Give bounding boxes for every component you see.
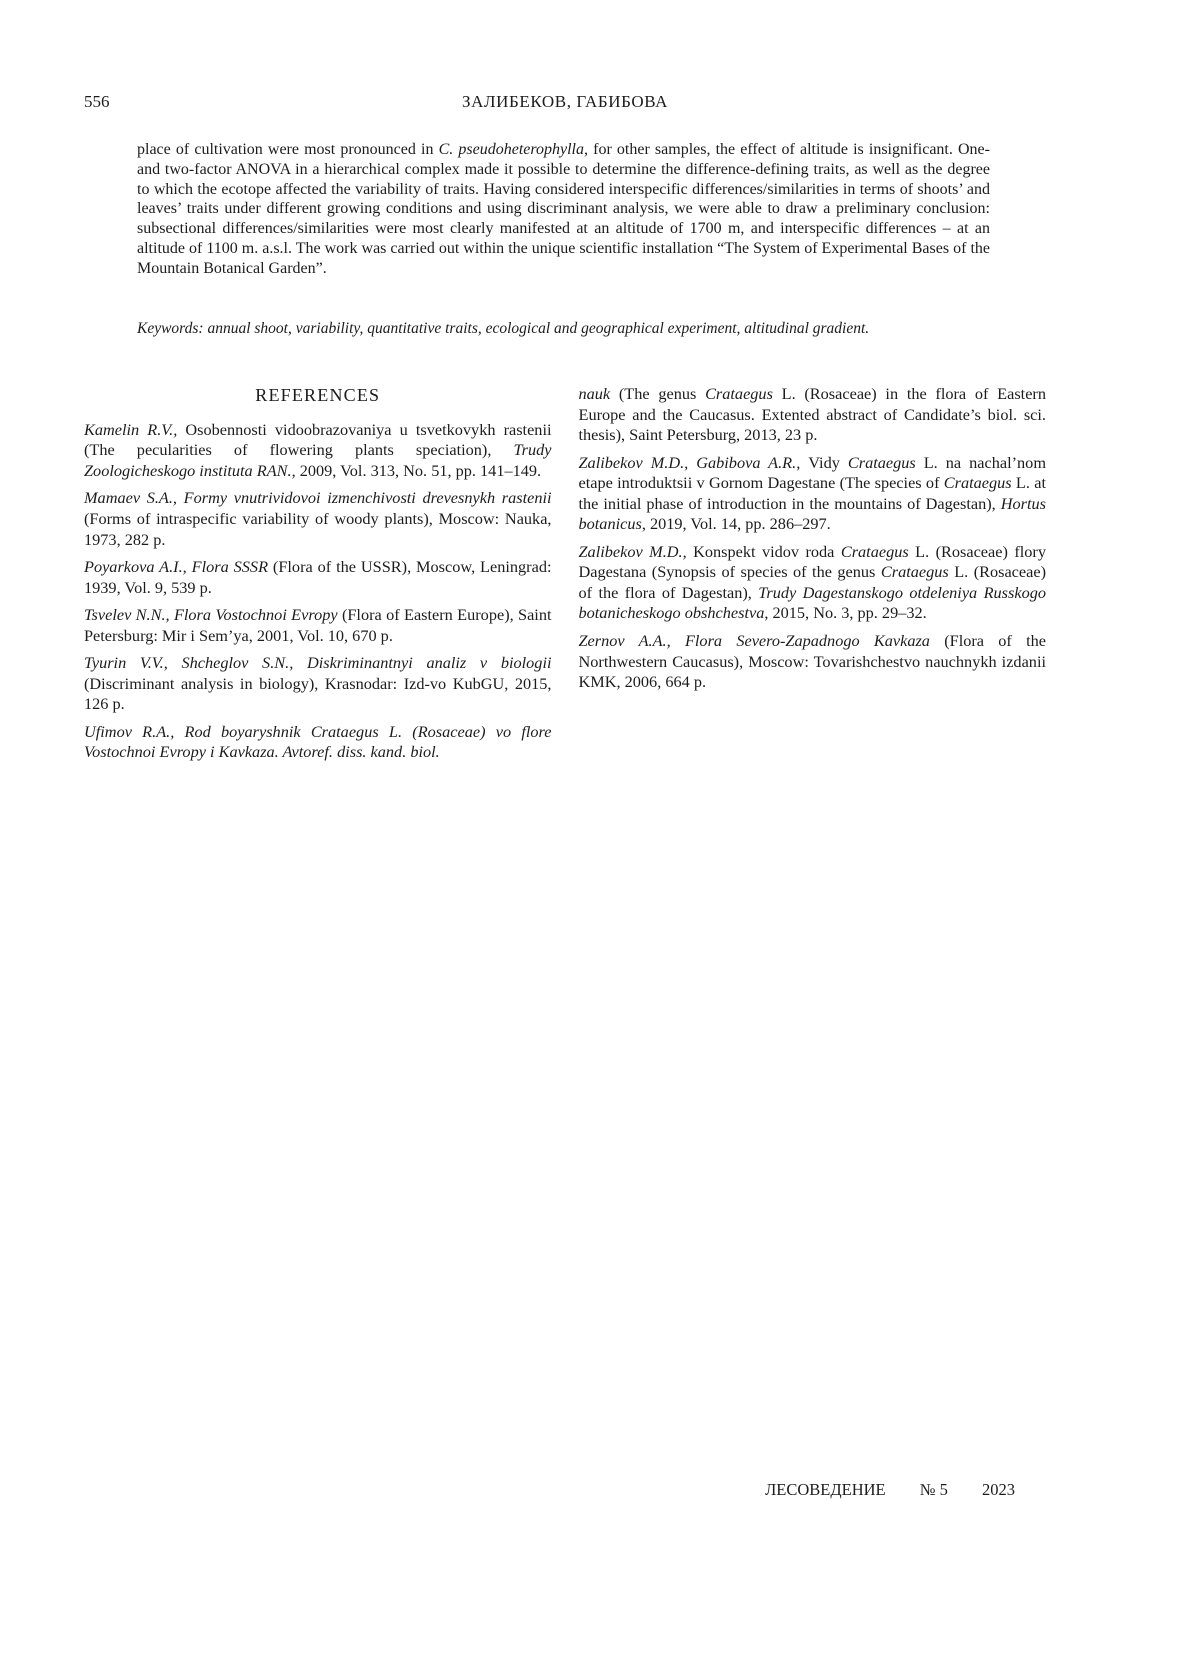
reference-item bbox=[579, 453, 1047, 535]
references-right-column bbox=[579, 384, 1047, 770]
text-run: L. (Rosaceae) flory Dagestana (Synopsis of species of the genus bbox=[578, 541, 1046, 582]
text-run: , 2015, No. 3, pp. 29–32. bbox=[764, 603, 927, 623]
italic-text-run: Zernov A.A., bbox=[578, 631, 685, 651]
page-footer bbox=[84, 1480, 1046, 1500]
text-run: Osobennosti vidoobrazovaniya u tsvetkovykh rastenii (The pecularities of flowering plants speciation), bbox=[84, 419, 552, 460]
reference-item bbox=[84, 653, 552, 715]
page-number: 556 bbox=[84, 92, 110, 111]
text-run: (Flora of the Northwestern Caucasus), Moscow: Tovarishchestvo nauchnykh izdanii KMK, 2006, 664 p. bbox=[578, 631, 1046, 692]
italic-text-run: Tsvelev N.N., bbox=[84, 605, 174, 625]
italic-text-run: Zalibekov M.D., bbox=[578, 541, 694, 561]
text-run: (Discriminant analysis in biology), Krasnodar: Izd-vo KubGU, 2015, 126 p. bbox=[84, 673, 552, 714]
italic-text-run: Kamelin R.V., bbox=[84, 419, 186, 439]
reference-item bbox=[84, 420, 552, 482]
reference-item bbox=[579, 631, 1047, 693]
text-run: L. (Rosaceae) in the flora of Eastern Europe and the Caucasus. Extented abstract of Candidate’s biol. sci. thesis), Saint Petersburg, 2013, 23 p. bbox=[578, 384, 1046, 445]
reference-item bbox=[579, 542, 1047, 624]
text-run: (Flora of the USSR), Moscow, Leningrad: 1939, Vol. 9, 539 p. bbox=[84, 557, 552, 597]
italic-text-run: Hortus botanicus bbox=[578, 493, 1046, 534]
text-run: L. na nachal’nom etape introduktsii v Gornom Dagestane (The species of bbox=[578, 452, 1046, 493]
italic-text-run: Rod boyaryshnik Crataegus L. (Rosaceae) vo flore Vostochnoi Evropy i Kavkaza. Avtoref. diss. kand. biol. bbox=[84, 721, 552, 762]
italic-text-run: Crataegus bbox=[847, 452, 916, 472]
footer-year: 2023 bbox=[982, 1480, 1015, 1499]
references-heading: REFERENCES bbox=[255, 385, 381, 406]
text-run: L. at the initial phase of introduction in the mountains of Dagestan), bbox=[578, 473, 1046, 513]
references-right-list bbox=[579, 384, 1047, 692]
page-content bbox=[0, 0, 1200, 770]
italic-text-run: Poyarkova A.I., bbox=[84, 557, 192, 577]
italic-text-run: Flora SSSR bbox=[191, 557, 269, 577]
italic-text-run: Ufimov R.A., bbox=[84, 721, 185, 741]
text-run: L. (Rosaceae) of the flora of Dagestan), bbox=[578, 562, 1047, 602]
footer-issue-number: № 5 bbox=[919, 1480, 948, 1499]
italic-text-run: nauk bbox=[578, 384, 611, 404]
italic-text-run: C. pseudoheterophylla bbox=[438, 141, 584, 158]
italic-text-run: Crataegus bbox=[705, 384, 773, 404]
running-title: ЗАЛИБЕКОВ, ГАБИБОВА bbox=[462, 92, 668, 111]
text-run: Konspekt vidov roda bbox=[693, 541, 841, 561]
references-left-column bbox=[84, 384, 552, 770]
references-section bbox=[84, 384, 1046, 770]
text-run: Vidy bbox=[808, 452, 848, 472]
keywords-line: Keywords: annual shoot, variability, quantitative traits, ecological and geographical experiment, altitudinal gradient. bbox=[137, 319, 870, 337]
footer-journal-name: ЛЕСОВЕДЕНИЕ bbox=[765, 1480, 886, 1499]
text-run: (The genus bbox=[610, 384, 706, 404]
reference-item bbox=[84, 557, 552, 598]
references-left-list bbox=[84, 420, 552, 763]
reference-item bbox=[579, 384, 1047, 446]
text-run: place of cultivation were most pronounced in bbox=[137, 141, 439, 158]
text-run: , for other samples, the effect of altitude is insignificant. One- and two-factor ANOVA in a hierarchical complex made it possible to determine the difference-defining traits, as well as the degree to which the ecotope affected the variability of traits. Having considered interspecific differences/similarities in terms of shoots’ and leaves’ traits under different growing conditions and using discriminant analysis, we were able to draw a preliminary conclusion: subsectional differences/similarities were most clearly manifested at an altitude of 1700 m, and interspecific differences – at an altitude of 1100 m. a.s.l. The work was carried out within the unique scientific installation “The System of Experimental Bases of the Mountain Botanical Garden”. bbox=[137, 141, 990, 277]
text-run: , 2009, Vol. 313, No. 51, pp. 141–149. bbox=[291, 460, 542, 480]
italic-text-run: Crataegus bbox=[943, 473, 1012, 493]
reference-item bbox=[84, 488, 552, 550]
text-run: (Forms of intraspecific variability of woody plants), Moscow: Nauka, 1973, 282 p. bbox=[84, 508, 552, 549]
reference-item bbox=[84, 605, 552, 646]
italic-text-run: Trudy Zoologicheskogo instituta RAN. bbox=[84, 440, 552, 480]
italic-text-run: Flora Severo-Zapadnogo Kavkaza bbox=[684, 631, 930, 651]
italic-text-run: Flora Vostochnoi Evropy bbox=[173, 605, 338, 625]
italic-text-run: Trudy Dagestanskogo otdeleniya Russkogo botanicheskogo obshchestva bbox=[578, 582, 1046, 623]
reference-item bbox=[84, 722, 552, 763]
abstract-paragraph bbox=[137, 140, 990, 279]
page-header bbox=[84, 92, 1046, 114]
italic-text-run: Tyurin V.V., Shcheglov S.N., bbox=[84, 653, 307, 673]
italic-text-run: Zalibekov M.D., Gabibova A.R., bbox=[578, 452, 809, 472]
text-run: (Flora of Eastern Europe), Saint Petersburg: Mir i Sem’ya, 2001, Vol. 10, 670 p. bbox=[84, 605, 552, 645]
text-run: , 2019, Vol. 14, pp. 286–297. bbox=[641, 514, 831, 534]
italic-text-run: Crataegus bbox=[840, 541, 909, 561]
italic-text-run: Diskriminantnyi analiz v biologii bbox=[306, 653, 552, 673]
italic-text-run: Formy vnutrividovoi izmenchivosti drevesnykh rastenii bbox=[183, 488, 552, 508]
italic-text-run: Crataegus bbox=[880, 562, 949, 582]
italic-text-run: Mamaev S.A., bbox=[84, 488, 184, 508]
